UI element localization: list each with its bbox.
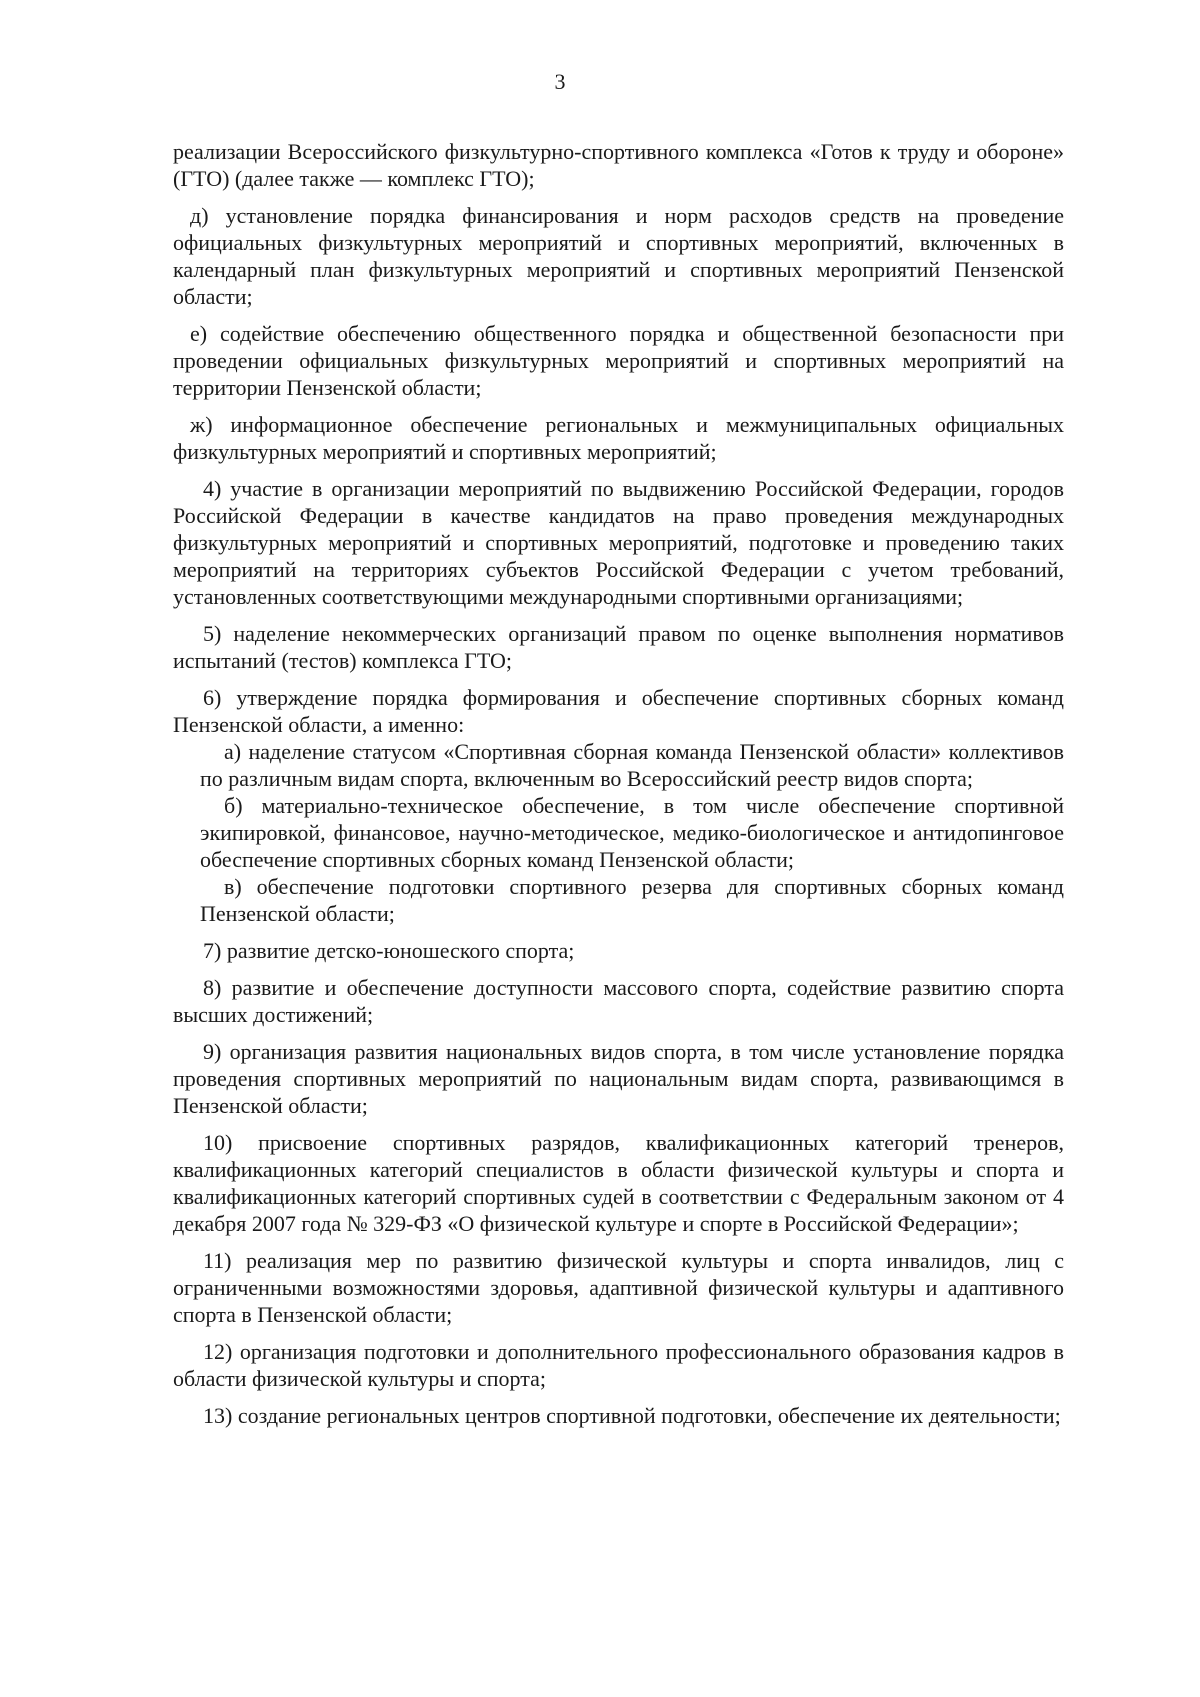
page-number: 3 [554,69,566,94]
paragraph-item-11: 11) реализация мер по развитию физической культуры и спорта инвалидов, лиц с ограниченными возможностями здоровья, адаптивной физической культуры и адаптивного спорта в Пензенской области; [173,1248,1064,1327]
paragraph-item-d: д) установление порядка финансирования и норм расходов средств на проведение официальных физкультурных мероприятий и спортивных мероприятий, включенных в календарный план физкультурных мероприятий и спортивных мероприятий Пензенской области; [173,203,1064,309]
paragraph-item-5: 5) наделение некоммерческих организаций правом по оценке выполнения нормативов испытаний (тестов) комплекса ГТО; [173,621,1064,673]
paragraph-item-zh: ж) информационное обеспечение региональных и межмуниципальных официальных физкультурных мероприятий и спортивных мероприятий; [173,412,1064,464]
paragraph-item-e: е) содействие обеспечению общественного порядка и общественной безопасности при проведении официальных физкультурных мероприятий и спортивных мероприятий на территории Пензенской области; [173,321,1064,400]
paragraph-item-6a: а) наделение статусом «Спортивная сборная команда Пензенской области» коллективов по различным видам спорта, включенным во Всероссийский реестр видов спорта; [200,739,1064,791]
paragraph-item-4: 4) участие в организации мероприятий по выдвижению Российской Федерации, городов Российской Федерации в качестве кандидатов на право проведения международных физкультурных мероприятий и спортивных мероприятий, подготовке и проведению таких мероприятий на территориях субъектов Российской Федерации с учетом требований, установленных соответствующими международными спортивными организациями; [173,476,1064,609]
paragraph-item-12: 12) организация подготовки и дополнительного профессионального образования кадров в области физической культуры и спорта; [173,1339,1064,1391]
paragraph-item-10: 10) присвоение спортивных разрядов, квалификационных категорий тренеров, квалификационных категорий специалистов в области физической культуры и спорта и квалификационных категорий спортивных судей в соответствии с Федеральным законом от 4 декабря 2007 года № 329-ФЗ «О физической культуре и спорте в Российской Федерации»; [173,1130,1064,1236]
paragraph-item-9: 9) организация развития национальных видов спорта, в том числе установление порядка проведения спортивных мероприятий по национальным видам спорта, развивающимся в Пензенской области; [173,1039,1064,1118]
document-body [173,138,1064,1439]
paragraph-item-6b: б) материально-техническое обеспечение, в том числе обеспечение спортивной экипировкой, финансовое, научно-методическое, медико-биологическое и антидопинговое обеспечение спортивных сборных команд Пензенской области; [200,793,1064,872]
paragraph-item-8: 8) развитие и обеспечение доступности массового спорта, содействие развитию спорта высших достижений; [173,975,1064,1027]
paragraph-item-6: 6) утверждение порядка формирования и обеспечение спортивных сборных команд Пензенской области, а именно: [173,685,1064,737]
paragraph-item-7: 7) развитие детско-юношеского спорта; [203,938,575,963]
paragraph-item-6v: в) обеспечение подготовки спортивного резерва для спортивных сборных команд Пензенской области; [200,874,1064,926]
paragraph-continuation: реализации Всероссийского физкультурно-спортивного комплекса «Готов к труду и обороне» (ГТО) (далее также — комплекс ГТО); [173,139,1064,191]
paragraph-item-13: 13) создание региональных центров спортивной подготовки, обеспечение их деятельности; [203,1403,1061,1428]
